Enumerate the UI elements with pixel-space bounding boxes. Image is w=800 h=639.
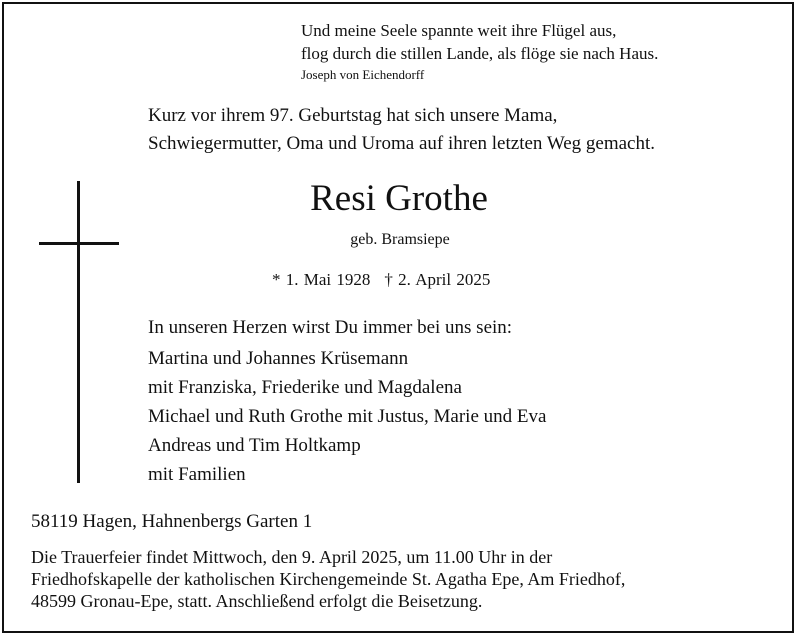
poem-line-2: flog durch die stillen Lande, als flöge sie nach Haus. (301, 43, 659, 63)
birth-date: * 1. Mai 1928 (272, 270, 371, 289)
service-line-2: Friedhofskapelle der katholischen Kirchengemeinde St. Agatha Epe, Am Friedhof, (31, 569, 626, 589)
death-date: † 2. April 2025 (384, 270, 491, 289)
deceased-name (0, 176, 800, 222)
service-line-1: Die Trauerfeier findet Mittwoch, den 9. April 2025, um 11.00 Uhr in der (31, 547, 553, 567)
poem-quote (301, 20, 658, 65)
family-member: Martina und Johannes Krüsemann (148, 348, 409, 369)
poem-line-1: Und meine Seele spannte weit ihre Flügel aus, (301, 21, 617, 40)
intro-line-1: Kurz vor ihrem 97. Geburtstag hat sich unsere Mama, (148, 105, 558, 126)
poem-author: Joseph von Eichendorff (301, 67, 425, 82)
intro-line-2: Schwiegermutter, Oma und Uroma auf ihren letzten Weg gemacht. (148, 133, 656, 154)
deceased-name-text: Resi Grothe (310, 178, 488, 219)
intro-text (148, 102, 655, 158)
funeral-service-info (31, 546, 625, 612)
mourning-address: 58119 Hagen, Hahnenbergs Garten 1 (31, 511, 313, 532)
family-list (148, 344, 546, 489)
cross-icon-vertical (77, 181, 80, 483)
life-dates (272, 269, 490, 291)
family-member: mit Franziska, Friederike und Magdalena (148, 377, 462, 398)
family-member: Andreas und Tim Holtkamp (148, 435, 361, 456)
family-member: Michael und Ruth Grothe mit Justus, Marie und Eva (148, 406, 547, 427)
service-line-3: 48599 Gronau-Epe, statt. Anschließend erfolgt die Beisetzung. (31, 591, 483, 611)
family-member: mit Familien (148, 464, 246, 485)
farewell-line: In unseren Herzen wirst Du immer bei uns sein: (148, 317, 513, 338)
birth-name: geb. Bramsiepe (350, 231, 450, 248)
